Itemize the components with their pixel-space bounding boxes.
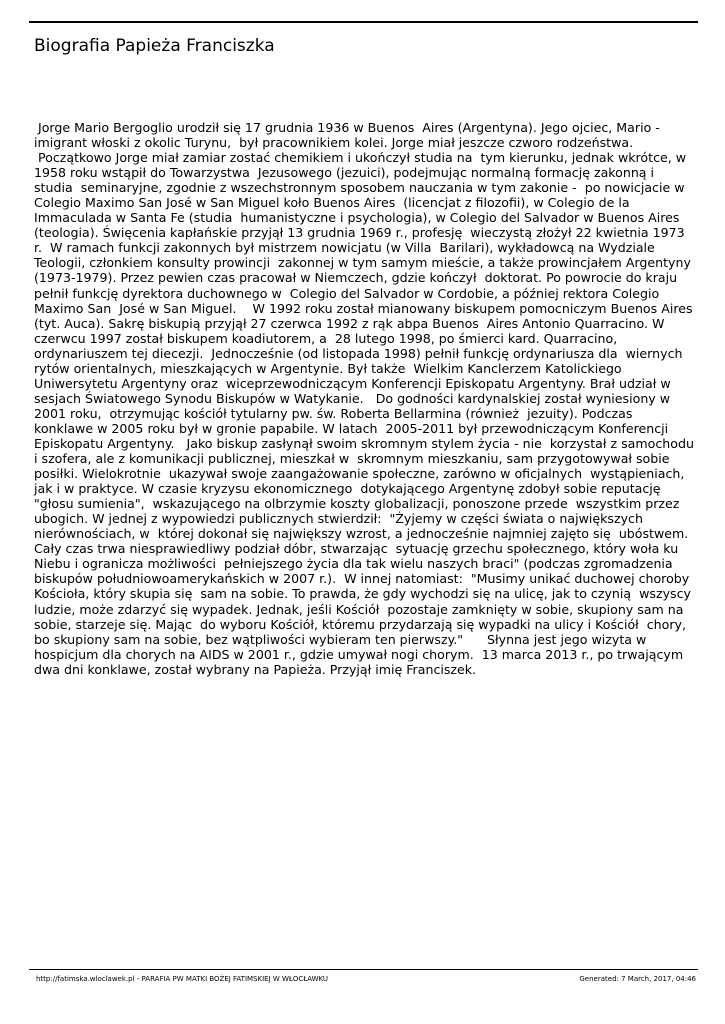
footer-generated-date: Generated: 7 March, 2017, 04:46 [579,975,696,983]
footer-rule [29,969,698,970]
top-rule [29,21,698,23]
page-title: Biografia Papieża Franciszka [34,36,275,56]
article-body: Jorge Mario Bergoglio urodził się 17 grudnia 1936 w Buenos Aires (Argentyna). Jego ojciec, Mario - imigrant włoski z okolic Turynu, był pracownikiem kolei. Jorge miał jeszcze czworo rodzeństwa. Początkowo Jorge miał zamiar zostać chemikiem i ukończył studia na tym kierunku, jednak wkrótce, w 1958 roku wstąpił do Towarzystwa Jezusowego (jezuici), podejmując normalną formację zakonną i studia seminaryjne, zgodnie z wszechstronnym sposobem nauczania w tym zakonie - po nowicjacie w Colegio Maximo San José w San Miguel koło Buenos Aires (licencjat z filozofii), w Colegio de la Immaculada w Santa Fe (studia humanistyczne i psychologia), w Colegio del Salvador w Buenos Aires (teologia). Święcenia kapłańskie przyjął 13 grudnia 1969 r., profesję wieczystą złożył 22 kwietnia 1973 r. W ramach funkcji zakonnych był mistrzem nowicjatu (w Villa Barilari), wykładowcą na Wydziale Teologii, członkiem konsulty prowincji zakonnej w tym samym mieście, a także prowincjałem Argentyny (1973-1979). Przez pewien czas pracował w Niemczech, gdzie kończył doktorat. Po powrocie do kraju pełnił funkcję dyrektora duchownego w Colegio del Salvador w Cordobie, a później rektora Colegio Maximo San José w San Miguel. W 1992 roku został mianowany biskupem pomocniczym Buenos Aires (tyt. Auca). Sakrę biskupią przyjął 27 czerwca 1992 z rąk abpa Buenos Aires Antonio Quarracino. W czerwcu 1997 został biskupem koadiutorem, a 28 lutego 1998, po śmierci kard. Quarracino, ordynariuszem tej diecezji. Jednocześnie (od listopada 1998) pełnił funkcję ordynariusza dla wiernych rytów orientalnych, mieszkających w Argentynie. Był także Wielkim Kanclerzem Katolickiego Uniwersytetu Argentyny oraz wiceprzewodniczącym Konferencji Episkopatu Argentyny. Brał udział w sesjach Światowego Synodu Biskupów w Watykanie. Do godności kardynalskiej został wyniesiony w 2001 roku, otrzymując kościół tytularny pw. św. Roberta Bellarmina (również jezuity). Podczas konklawe w 2005 roku był w gronie papabile. W latach 2005-2011 był przewodniczącym Konferencji Episkopatu Argentyny. Jako biskup zasłynął swoim skromnym stylem życia - nie korzystał z samochodu i szofera, ale z komunikacji publicznej, mieszkał w skromnym mieszkaniu, sam przygotowywał sobie posiłki. Wielokrotnie ukazywał swoje zaangażowanie społeczne, zarówno w oficjalnych wystąpieniach, jak i w praktyce. W czasie kryzysu ekonomicznego dotykającego Argentynę zdobył sobie reputację "głosu sumienia", wskazującego na olbrzymie koszty globalizacji, ponoszone przede wszystkim przez ubogich. W jednej z wypowiedzi publicznych stwierdził: "Żyjemy w części świata o największych nierównościach, w której dokonał się największy wzrost, a jednocześnie najmniej zajęto się ubóstwem. Cały czas trwa niesprawiedliwy podział dóbr, stwarzając sytuację grzechu społecznego, który woła ku Niebu i ogranicza możliwości pełniejszego życia dla tak wielu naszych braci" (podczas zgromadzenia biskupów południowoamerykańskich w 2007 r.). W innej natomiast: "Musimy unikać duchowej choroby Kościoła, który skupia się sam na sobie. To prawda, że gdy wychodzi się na ulicę, jak to czynią wszyscy ludzie, może zdarzyć się wypadek. Jednak, jeśli Kościół pozostaje zamknięty w sobie, skupiony sam na sobie, starzeje się. Mając do wyboru Kościół, któremu przydarzają się wypadki na ulicy i Kościół chory, bo skupiony sam na sobie, bez wątpliwości wybieram ten pierwszy." Słynna jest jego wizyta w hospicjum dla chorych na AIDS w 2001 r., gdzie umywał nogi chorym. 13 marca 2013 r., po trwającym dwa dni konklawe, został wybrany na Papieża. Przyjął imię Franciszek. [34,120,694,677]
footer-source-url: http://fatimska.wloclawek.pl - PARAFIA PW MATKI BOŻEJ FATIMSKIEJ W WŁOCŁAWKU [36,975,329,983]
